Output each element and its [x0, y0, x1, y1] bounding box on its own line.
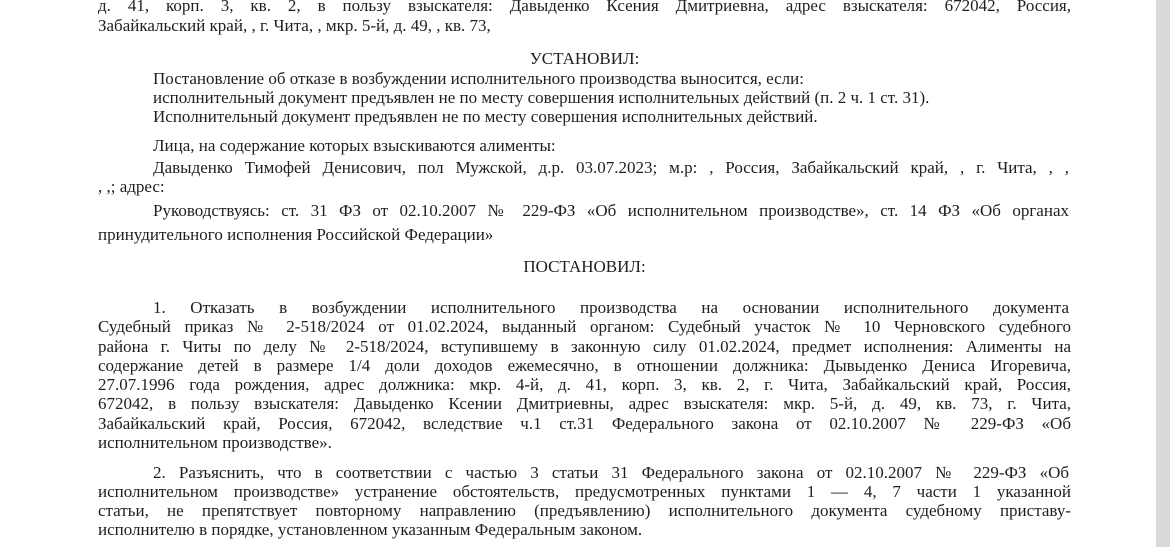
heading-resolved: ПОСТАНОВИЛ: — [523, 257, 646, 276]
text-line: д. 41, корп. 3, кв. 2, в пользу взыскателя: Давыденко Ксения Дмитриевна, адрес взыскателя: 672042, Россия, — [98, 0, 1071, 15]
text-line: Исполнительный документ предъявлен не по месту совершения исполнительных действий. — [153, 107, 818, 126]
text-line: , ,; адрес: — [98, 177, 165, 196]
text-line: исполнительном производстве». — [98, 433, 332, 452]
scrollbar[interactable] — [1156, 0, 1170, 547]
text-line: 27.07.1996 года рождения, адрес должника: мкр. 4-й, д. 41, корп. 3, кв. 2, г. Чита, Забайкальский край, Россия, — [98, 375, 1071, 394]
text-line: статьи, не препятствует повторному направлению (предъявлению) исполнительного документа судебному приставу- — [98, 501, 1071, 520]
text-line: Забайкальский край, , г. Чита, , мкр. 5-й, д. 49, , кв. 73, — [98, 16, 491, 35]
text-line: исполнителю в порядке, установленном указанным Федеральным законом. — [98, 520, 643, 539]
heading-established: УСТАНОВИЛ: — [529, 49, 640, 68]
text-line: содержание детей в размере 1/4 доли доходов ежемесячно, в отношении должника: Дывыденко Дениса Игоревича, — [98, 356, 1071, 375]
text-line: исполнительный документ предъявлен не по месту совершения исполнительных действий (п. 2 ч. 1 ст. 31). — [153, 88, 930, 107]
text-line: 2. Разъяснить, что в соответствии с частью 3 статьи 31 Федерального закона от 02.10.2007 № 229-ФЗ «Об — [153, 463, 1069, 482]
text-line: 672042, в пользу взыскателя: Давыденко Ксении Дмитриевны, адрес взыскателя: мкр. 5-й, д. 49, кв. 73, г. Чита, — [98, 394, 1071, 413]
text-line: Давыденко Тимофей Денисович, пол Мужской, д.р. 03.07.2023; м.р: , Россия, Забайкальский край, , г. Чита, , , — [153, 158, 1069, 177]
text-line: исполнительном производстве» устранение обстоятельств, предусмотренных пунктами 1 — 4, 7 части 1 указанной — [98, 482, 1071, 501]
text-line: 1. Отказать в возбуждении исполнительного производства на основании исполнительного документа — [153, 298, 1069, 317]
text-line: Постановление об отказе в возбуждении исполнительного производства выносится, если: — [153, 69, 804, 88]
text-line: района г. Читы по делу № 2-518/2024, вступившему в законную силу 01.02.2024, предмет исполнения: Алименты на — [98, 337, 1071, 356]
text-line: принудительного исполнения Российской Федерации» — [98, 225, 494, 244]
text-line: Судебный приказ № 2-518/2024 от 01.02.2024, выданный органом: Судебный участок № 10 Черновского судебного — [98, 317, 1071, 336]
text-line: Забайкальский край, Россия, 672042, вследствие ч.1 ст.31 Федерального закона от 02.10.2007 № 229-ФЗ «Об — [98, 414, 1071, 433]
text-line: Руководствуясь: ст. 31 ФЗ от 02.10.2007 № 229-ФЗ «Об исполнительном производстве», ст. 14 ФЗ «Об органах — [153, 201, 1069, 220]
text-line: Лица, на содержание которых взыскиваются алименты: — [153, 136, 556, 155]
